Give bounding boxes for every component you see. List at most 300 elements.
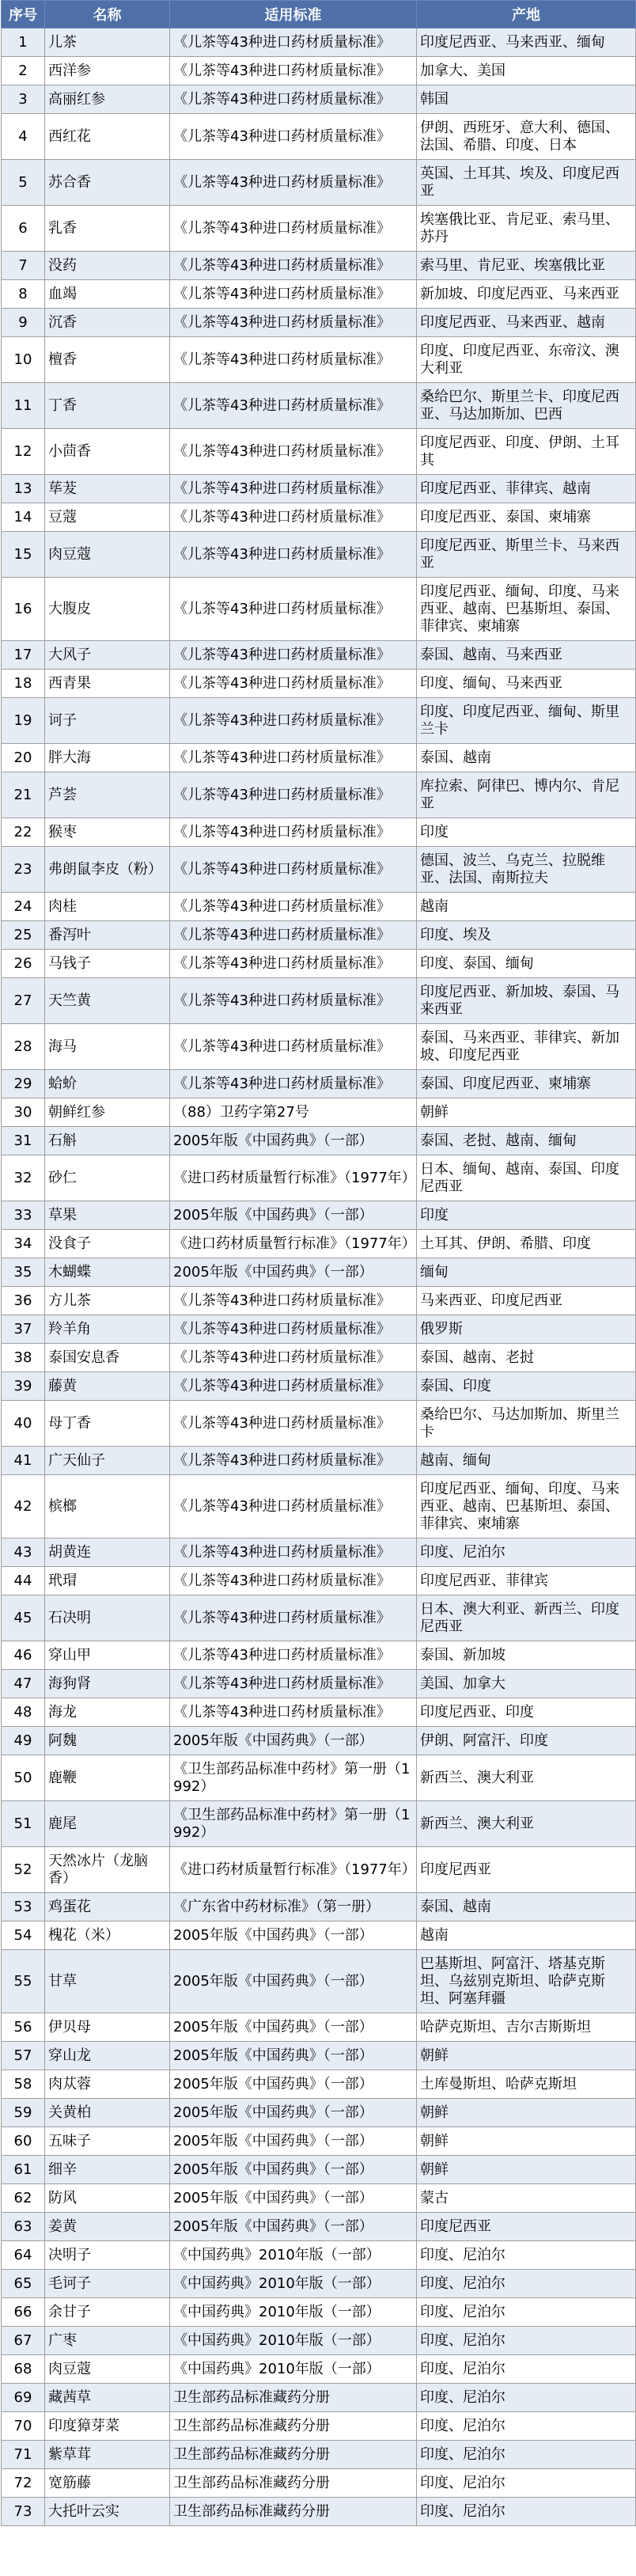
table-row	[2, 2099, 636, 2127]
table-row	[2, 429, 636, 475]
row-number: 71	[2, 2441, 45, 2469]
row-number: 25	[2, 921, 45, 950]
row-number: 30	[2, 1098, 45, 1127]
applicable-standard: 《儿茶等43种进口药材质量标准》	[170, 578, 417, 641]
applicable-standard: 《儿茶等43种进口药材质量标准》	[170, 429, 417, 475]
origin-countries: 索马里、肯尼亚、埃塞俄比亚	[417, 252, 636, 280]
row-number: 6	[2, 206, 45, 252]
herb-name: 没药	[45, 252, 170, 280]
herb-name: 砂仁	[45, 1155, 170, 1201]
row-number: 68	[2, 2355, 45, 2384]
row-number: 34	[2, 1230, 45, 1258]
applicable-standard: 卫生部药品标准藏药分册	[170, 2498, 417, 2526]
row-number: 12	[2, 429, 45, 475]
table-row	[2, 1950, 636, 2013]
origin-countries: 缅甸	[417, 1258, 636, 1287]
applicable-standard: 《儿茶等43种进口药材质量标准》	[170, 1070, 417, 1098]
origin-countries: 印度、尼泊尔	[417, 2298, 636, 2327]
table-row	[2, 578, 636, 641]
table-row	[2, 744, 636, 772]
row-number: 4	[2, 114, 45, 160]
applicable-standard: 2005年版《中国药典》（一部）	[170, 2099, 417, 2127]
origin-countries: 桑给巴尔、斯里兰卡、印度尼西亚、马达加斯加、巴西	[417, 383, 636, 429]
table-row	[2, 503, 636, 532]
applicable-standard: 《儿茶等43种进口药材质量标准》	[170, 921, 417, 950]
table-row	[2, 670, 636, 698]
origin-countries: 朝鲜	[417, 2127, 636, 2156]
herb-name: 阿魏	[45, 1727, 170, 1755]
row-number: 62	[2, 2184, 45, 2213]
table-row	[2, 2441, 636, 2469]
herb-name: 大托叶云实	[45, 2498, 170, 2526]
applicable-standard: 《中国药典》2010年版（一部）	[170, 2270, 417, 2298]
origin-countries: 新西兰、澳大利亚	[417, 1801, 636, 1847]
origin-countries: 印度	[417, 818, 636, 847]
herb-name: 姜黄	[45, 2213, 170, 2241]
applicable-standard: 《儿茶等43种进口药材质量标准》	[170, 818, 417, 847]
table-row	[2, 2042, 636, 2070]
table-row	[2, 337, 636, 383]
row-number: 60	[2, 2127, 45, 2156]
row-number: 64	[2, 2241, 45, 2270]
origin-countries: 伊朗、西班牙、意大利、德国、法国、希腊、印度、日本	[417, 114, 636, 160]
row-number: 14	[2, 503, 45, 532]
applicable-standard: 《儿茶等43种进口药材质量标准》	[170, 1595, 417, 1641]
table-row	[2, 2298, 636, 2327]
herb-name: 宽筋藤	[45, 2469, 170, 2498]
applicable-standard: 《儿茶等43种进口药材质量标准》	[170, 1401, 417, 1447]
applicable-standard: 《儿茶等43种进口药材质量标准》	[170, 1024, 417, 1070]
applicable-standard: 2005年版《中国药典》（一部）	[170, 1950, 417, 2013]
herb-name: 方儿茶	[45, 1287, 170, 1315]
row-number: 22	[2, 818, 45, 847]
table-row	[2, 1567, 636, 1595]
origin-countries: 朝鲜	[417, 1098, 636, 1127]
row-number: 41	[2, 1447, 45, 1475]
table-row	[2, 1893, 636, 1922]
applicable-standard: 《儿茶等43种进口药材质量标准》	[170, 893, 417, 921]
row-number: 39	[2, 1372, 45, 1401]
herb-name: 海马	[45, 1024, 170, 1070]
row-number: 8	[2, 280, 45, 309]
applicable-standard: 2005年版《中国药典》（一部）	[170, 1727, 417, 1755]
header-name: 名称	[45, 1, 170, 28]
origin-countries: 泰国、印度尼西亚、柬埔寨	[417, 1070, 636, 1098]
row-number: 69	[2, 2384, 45, 2412]
origin-countries: 泰国、越南、马来西亚	[417, 641, 636, 670]
origin-countries: 印度尼西亚	[417, 2213, 636, 2241]
origin-countries: 印度尼西亚、缅甸、印度、马来西亚、越南、巴基斯坦、泰国、菲律宾、柬埔寨	[417, 1475, 636, 1538]
row-number: 27	[2, 978, 45, 1024]
table-row	[2, 921, 636, 950]
herb-name: 西红花	[45, 114, 170, 160]
origin-countries: 泰国、越南	[417, 744, 636, 772]
applicable-standard: 2005年版《中国药典》（一部）	[170, 2156, 417, 2184]
table-row	[2, 1201, 636, 1230]
applicable-standard: 2005年版《中国药典》（一部）	[170, 2042, 417, 2070]
origin-countries: 韩国	[417, 85, 636, 114]
herb-name: 毛诃子	[45, 2270, 170, 2298]
origin-countries: 印度尼西亚、马来西亚、越南	[417, 309, 636, 337]
table-header	[2, 1, 636, 28]
herb-name: 天然冰片（龙脑香）	[45, 1847, 170, 1893]
applicable-standard: 《中国药典》2010年版（一部）	[170, 2298, 417, 2327]
origin-countries: 日本、澳大利亚、新西兰、印度尼西亚	[417, 1595, 636, 1641]
applicable-standard: 《儿茶等43种进口药材质量标准》	[170, 1567, 417, 1595]
table-row	[2, 772, 636, 818]
origin-countries: 印度、泰国、缅甸	[417, 950, 636, 978]
origin-countries: 印度尼西亚、菲律宾	[417, 1567, 636, 1595]
herb-name: 诃子	[45, 698, 170, 744]
row-number: 42	[2, 1475, 45, 1538]
table-row	[2, 160, 636, 206]
table-row	[2, 85, 636, 114]
herb-name: 朝鲜红参	[45, 1098, 170, 1127]
herb-name: 猴枣	[45, 818, 170, 847]
table-row	[2, 1727, 636, 1755]
herb-name: 海狗肾	[45, 1670, 170, 1698]
table-row	[2, 1258, 636, 1287]
origin-countries: 泰国、马来西亚、菲律宾、新加坡、印度尼西亚	[417, 1024, 636, 1070]
origin-countries: 印度、尼泊尔	[417, 2441, 636, 2469]
origin-countries: 印度、缅甸、马来西亚	[417, 670, 636, 698]
origin-countries: 新加坡、印度尼西亚、马来西亚	[417, 280, 636, 309]
table-row	[2, 1315, 636, 1344]
row-number: 26	[2, 950, 45, 978]
herb-name: 丁香	[45, 383, 170, 429]
applicable-standard: 《儿茶等43种进口药材质量标准》	[170, 337, 417, 383]
herb-name: 马钱子	[45, 950, 170, 978]
herb-name: 胖大海	[45, 744, 170, 772]
header-number: 序号	[2, 1, 45, 28]
origin-countries: 印度尼西亚、菲律宾、越南	[417, 475, 636, 503]
herb-name: 紫草茸	[45, 2441, 170, 2469]
applicable-standard: 《儿茶等43种进口药材质量标准》	[170, 1475, 417, 1538]
origin-countries: 印度尼西亚、印度、伊朗、土耳其	[417, 429, 636, 475]
table-row	[2, 280, 636, 309]
row-number: 57	[2, 2042, 45, 2070]
applicable-standard: 《卫生部药品标准中药材》第一册（1992）	[170, 1755, 417, 1801]
table-row	[2, 2156, 636, 2184]
herb-name: 肉桂	[45, 893, 170, 921]
origin-countries: 土耳其、伊朗、希腊、印度	[417, 1230, 636, 1258]
table-row	[2, 641, 636, 670]
row-number: 59	[2, 2099, 45, 2127]
applicable-standard: 《儿茶等43种进口药材质量标准》	[170, 1287, 417, 1315]
table-row	[2, 698, 636, 744]
row-number: 51	[2, 1801, 45, 1847]
origin-countries: 库拉索、阿律巴、博内尔、肯尼亚	[417, 772, 636, 818]
origin-countries: 印度尼西亚、缅甸、印度、马来西亚、越南、巴基斯坦、泰国、菲律宾、柬埔寨	[417, 578, 636, 641]
herb-name: 决明子	[45, 2241, 170, 2270]
origin-countries: 泰国、越南、老挝	[417, 1344, 636, 1372]
row-number: 7	[2, 252, 45, 280]
herb-name: 高丽红参	[45, 85, 170, 114]
origin-countries: 加拿大、美国	[417, 57, 636, 85]
origin-countries: 印度尼西亚、马来西亚、缅甸	[417, 28, 636, 57]
origin-countries: 朝鲜	[417, 2099, 636, 2127]
row-number: 63	[2, 2213, 45, 2241]
row-number: 65	[2, 2270, 45, 2298]
row-number: 70	[2, 2412, 45, 2441]
applicable-standard: 卫生部药品标准藏药分册	[170, 2469, 417, 2498]
herb-name: 檀香	[45, 337, 170, 383]
table-row	[2, 28, 636, 57]
table-row	[2, 114, 636, 160]
row-number: 21	[2, 772, 45, 818]
row-number: 50	[2, 1755, 45, 1801]
row-number: 46	[2, 1641, 45, 1670]
table-row	[2, 2355, 636, 2384]
origin-countries: 印度尼西亚、斯里兰卡、马来西亚	[417, 532, 636, 578]
import-herb-table	[1, 0, 636, 2526]
applicable-standard: 2005年版《中国药典》（一部）	[170, 1258, 417, 1287]
row-number: 52	[2, 1847, 45, 1893]
origin-countries: 印度、尼泊尔	[417, 2384, 636, 2412]
table-row	[2, 1447, 636, 1475]
row-number: 3	[2, 85, 45, 114]
row-number: 2	[2, 57, 45, 85]
applicable-standard: 《儿茶等43种进口药材质量标准》	[170, 309, 417, 337]
herb-name: 鹿尾	[45, 1801, 170, 1847]
table-row	[2, 2412, 636, 2441]
origin-countries: 美国、加拿大	[417, 1670, 636, 1698]
row-number: 13	[2, 475, 45, 503]
applicable-standard: 卫生部药品标准藏药分册	[170, 2412, 417, 2441]
herb-name: 番泻叶	[45, 921, 170, 950]
table-row	[2, 1641, 636, 1670]
origin-countries: 印度、印度尼西亚、东帝汶、澳大利亚	[417, 337, 636, 383]
table-row	[2, 2184, 636, 2213]
row-number: 48	[2, 1698, 45, 1727]
table-row	[2, 532, 636, 578]
applicable-standard: 《儿茶等43种进口药材质量标准》	[170, 641, 417, 670]
origin-countries: 埃塞俄比亚、肯尼亚、索马里、苏丹	[417, 206, 636, 252]
origin-countries: 越南	[417, 893, 636, 921]
herb-name: 肉豆蔻	[45, 532, 170, 578]
herb-name: 广枣	[45, 2327, 170, 2355]
row-number: 56	[2, 2013, 45, 2042]
row-number: 44	[2, 1567, 45, 1595]
table-row	[2, 252, 636, 280]
table-row	[2, 2270, 636, 2298]
row-number: 5	[2, 160, 45, 206]
table-row	[2, 893, 636, 921]
table-row	[2, 818, 636, 847]
header-row	[2, 1, 636, 28]
table-row	[2, 2498, 636, 2526]
applicable-standard: 2005年版《中国药典》（一部）	[170, 1922, 417, 1950]
herb-name: 儿茶	[45, 28, 170, 57]
row-number: 15	[2, 532, 45, 578]
origin-countries: 泰国、新加坡	[417, 1641, 636, 1670]
row-number: 17	[2, 641, 45, 670]
origin-countries: 日本、缅甸、越南、泰国、印度尼西亚	[417, 1155, 636, 1201]
applicable-standard: 《进口药材质量暂行标准》（1977年）	[170, 1155, 417, 1201]
table-row	[2, 1538, 636, 1567]
applicable-standard: 《儿茶等43种进口药材质量标准》	[170, 475, 417, 503]
origin-countries: 印度、埃及	[417, 921, 636, 950]
origin-countries: 印度	[417, 1201, 636, 1230]
applicable-standard: 《儿茶等43种进口药材质量标准》	[170, 950, 417, 978]
header-origin: 产地	[417, 1, 636, 28]
row-number: 38	[2, 1344, 45, 1372]
table-row	[2, 1287, 636, 1315]
applicable-standard: 《儿茶等43种进口药材质量标准》	[170, 744, 417, 772]
applicable-standard: 《儿茶等43种进口药材质量标准》	[170, 698, 417, 744]
applicable-standard: 《儿茶等43种进口药材质量标准》	[170, 532, 417, 578]
row-number: 43	[2, 1538, 45, 1567]
herb-name: 印度獐芽菜	[45, 2412, 170, 2441]
header-standard: 适用标准	[170, 1, 417, 28]
table-row	[2, 2327, 636, 2355]
applicable-standard: （88）卫药字第27号	[170, 1098, 417, 1127]
row-number: 19	[2, 698, 45, 744]
herb-name: 石决明	[45, 1595, 170, 1641]
row-number: 1	[2, 28, 45, 57]
row-number: 72	[2, 2469, 45, 2498]
herb-name: 关黄柏	[45, 2099, 170, 2127]
origin-countries: 印度尼西亚、泰国、柬埔寨	[417, 503, 636, 532]
row-number: 31	[2, 1127, 45, 1155]
applicable-standard: 《儿茶等43种进口药材质量标准》	[170, 1538, 417, 1567]
applicable-standard: 《儿茶等43种进口药材质量标准》	[170, 1315, 417, 1344]
herb-name: 蛤蚧	[45, 1070, 170, 1098]
herb-name: 海龙	[45, 1698, 170, 1727]
applicable-standard: 《儿茶等43种进口药材质量标准》	[170, 1447, 417, 1475]
row-number: 66	[2, 2298, 45, 2327]
origin-countries: 泰国、印度	[417, 1372, 636, 1401]
applicable-standard: 《儿茶等43种进口药材质量标准》	[170, 1641, 417, 1670]
applicable-standard: 《儿茶等43种进口药材质量标准》	[170, 57, 417, 85]
row-number: 40	[2, 1401, 45, 1447]
applicable-standard: 《中国药典》2010年版（一部）	[170, 2355, 417, 2384]
table-row	[2, 950, 636, 978]
table-row	[2, 1155, 636, 1201]
applicable-standard: 2005年版《中国药典》（一部）	[170, 1201, 417, 1230]
herb-name: 羚羊角	[45, 1315, 170, 1344]
row-number: 53	[2, 1893, 45, 1922]
applicable-standard: 2005年版《中国药典》（一部）	[170, 1127, 417, 1155]
herb-name: 大腹皮	[45, 578, 170, 641]
herb-name: 槟榔	[45, 1475, 170, 1538]
origin-countries: 巴基斯坦、阿富汗、塔基克斯坦、乌兹别克斯坦、哈萨克斯坦、阿塞拜疆	[417, 1950, 636, 2013]
herb-name: 弗朗鼠李皮（粉）	[45, 847, 170, 893]
herb-name: 防风	[45, 2184, 170, 2213]
row-number: 23	[2, 847, 45, 893]
table-row	[2, 2241, 636, 2270]
row-number: 73	[2, 2498, 45, 2526]
applicable-standard: 《儿茶等43种进口药材质量标准》	[170, 847, 417, 893]
applicable-standard: 《儿茶等43种进口药材质量标准》	[170, 670, 417, 698]
applicable-standard: 卫生部药品标准藏药分册	[170, 2384, 417, 2412]
table-row	[2, 1372, 636, 1401]
row-number: 9	[2, 309, 45, 337]
applicable-standard: 《儿茶等43种进口药材质量标准》	[170, 206, 417, 252]
table-row	[2, 1230, 636, 1258]
herb-name: 乳香	[45, 206, 170, 252]
row-number: 16	[2, 578, 45, 641]
origin-countries: 印度、尼泊尔	[417, 2498, 636, 2526]
herb-name: 玳瑁	[45, 1567, 170, 1595]
row-number: 58	[2, 2070, 45, 2099]
herb-name: 西洋参	[45, 57, 170, 85]
applicable-standard: 《卫生部药品标准中药材》第一册（1992）	[170, 1801, 417, 1847]
table-row	[2, 847, 636, 893]
herb-name: 鹿鞭	[45, 1755, 170, 1801]
row-number: 54	[2, 1922, 45, 1950]
herb-name: 沉香	[45, 309, 170, 337]
origin-countries: 哈萨克斯坦、吉尔吉斯斯坦	[417, 2013, 636, 2042]
herb-name: 西青果	[45, 670, 170, 698]
table-row	[2, 1801, 636, 1847]
origin-countries: 印度、印度尼西亚、缅甸、斯里兰卡	[417, 698, 636, 744]
applicable-standard: 2005年版《中国药典》（一部）	[170, 2127, 417, 2156]
row-number: 47	[2, 1670, 45, 1698]
applicable-standard: 2005年版《中国药典》（一部）	[170, 2213, 417, 2241]
herb-name: 没食子	[45, 1230, 170, 1258]
applicable-standard: 《儿茶等43种进口药材质量标准》	[170, 252, 417, 280]
herb-name: 苏合香	[45, 160, 170, 206]
table-row	[2, 978, 636, 1024]
origin-countries: 英国、土耳其、埃及、印度尼西亚	[417, 160, 636, 206]
row-number: 32	[2, 1155, 45, 1201]
applicable-standard: 《儿茶等43种进口药材质量标准》	[170, 28, 417, 57]
herb-name: 泰国安息香	[45, 1344, 170, 1372]
herb-name: 甘草	[45, 1950, 170, 2013]
table-row	[2, 1127, 636, 1155]
row-number: 36	[2, 1287, 45, 1315]
table-row	[2, 2070, 636, 2099]
row-number: 61	[2, 2156, 45, 2184]
applicable-standard: 《儿茶等43种进口药材质量标准》	[170, 383, 417, 429]
origin-countries: 印度、尼泊尔	[417, 2412, 636, 2441]
row-number: 49	[2, 1727, 45, 1755]
herb-name: 木蝴蝶	[45, 1258, 170, 1287]
origin-countries: 越南、缅甸	[417, 1447, 636, 1475]
origin-countries: 印度、尼泊尔	[417, 2355, 636, 2384]
applicable-standard: 2005年版《中国药典》（一部）	[170, 2070, 417, 2099]
row-number: 55	[2, 1950, 45, 2013]
herb-name: 豆蔻	[45, 503, 170, 532]
table-row	[2, 1401, 636, 1447]
row-number: 29	[2, 1070, 45, 1098]
herb-name: 母丁香	[45, 1401, 170, 1447]
herb-name: 血竭	[45, 280, 170, 309]
origin-countries: 蒙古	[417, 2184, 636, 2213]
applicable-standard: 2005年版《中国药典》（一部）	[170, 2013, 417, 2042]
herb-name: 细辛	[45, 2156, 170, 2184]
table-row	[2, 57, 636, 85]
table-row	[2, 475, 636, 503]
table-row	[2, 1098, 636, 1127]
row-number: 37	[2, 1315, 45, 1344]
origin-countries: 越南	[417, 1922, 636, 1950]
applicable-standard: 《儿茶等43种进口药材质量标准》	[170, 85, 417, 114]
row-number: 35	[2, 1258, 45, 1287]
applicable-standard: 《进口药材质量暂行标准》（1977年）	[170, 1847, 417, 1893]
herb-name: 穿山甲	[45, 1641, 170, 1670]
table-row	[2, 206, 636, 252]
herb-name: 肉豆蔻	[45, 2355, 170, 2384]
applicable-standard: 《中国药典》2010年版（一部）	[170, 2327, 417, 2355]
origin-countries: 泰国、越南	[417, 1893, 636, 1922]
herb-name: 五味子	[45, 2127, 170, 2156]
applicable-standard: 《儿茶等43种进口药材质量标准》	[170, 160, 417, 206]
table-row	[2, 383, 636, 429]
row-number: 20	[2, 744, 45, 772]
origin-countries: 泰国、老挝、越南、缅甸	[417, 1127, 636, 1155]
